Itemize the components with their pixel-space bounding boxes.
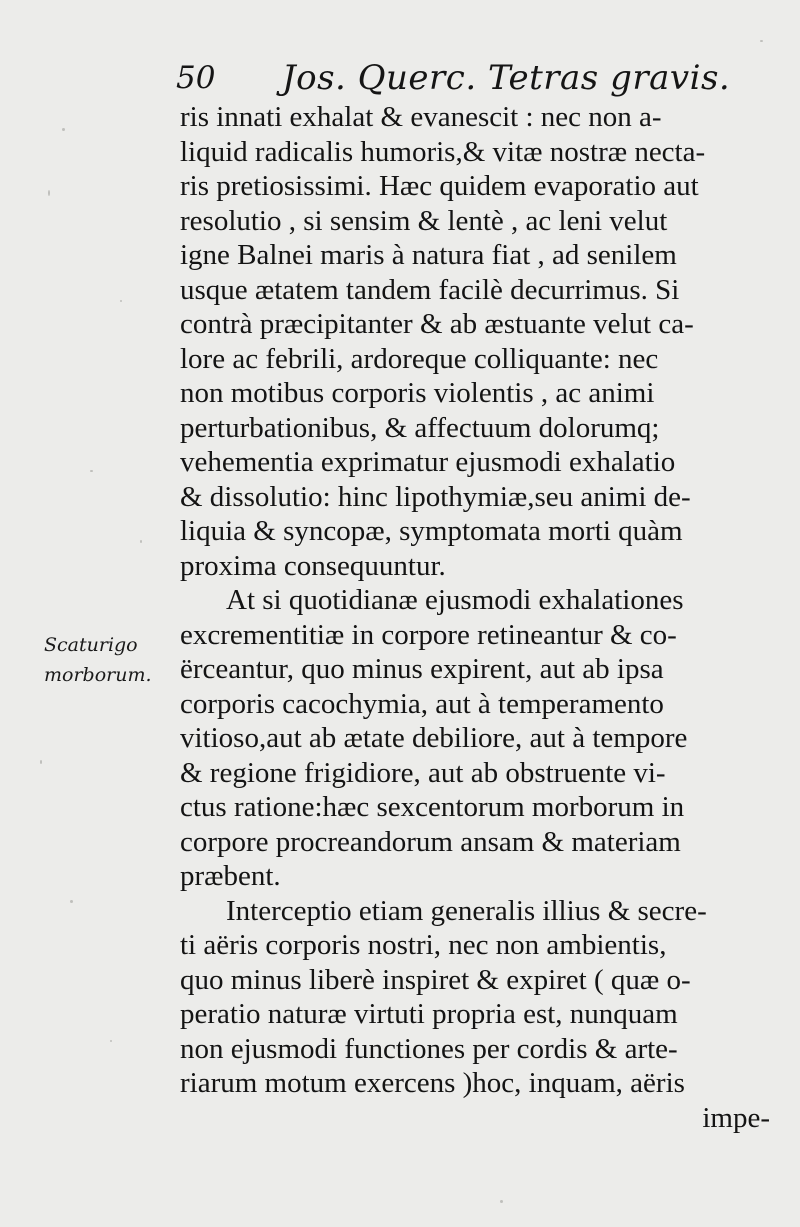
text-line: igne Balnei maris à natura fiat , ad senilem: [180, 239, 677, 271]
text-line: liquid radicalis humoris,& vitæ nostræ necta-: [180, 135, 706, 168]
running-head: Jos. Querc. Tetras gravis.: [282, 58, 731, 98]
text-line: riarum motum exercens )hoc, inquam, aëris: [180, 1067, 685, 1099]
text-line: ctus ratione:hæc sexcentorum morborum in: [180, 791, 685, 823]
text-line: liquia & syncopæ, symptomata morti quàm: [180, 515, 683, 547]
text-line: contrà præcipitanter & ab æstuante velut ca-: [180, 308, 694, 340]
text-line-indented: At si quotidianæ ejusmodi exhalationes: [226, 584, 684, 616]
text-line: corpore procreandorum ansam & materiam: [180, 825, 681, 858]
text-line: ti aëris corporis nostri, nec non ambientis,: [180, 929, 667, 961]
paper-speck: [90, 470, 93, 472]
paper-speck: [500, 1200, 503, 1203]
text-line: perturbationibus, & affectuum dolorumq;: [180, 411, 660, 444]
text-line: lore ac febrili, ardoreque colliquante: nec: [180, 342, 659, 375]
text-line: vitioso,aut ab ætate debiliore, aut à tempore: [180, 722, 688, 754]
text-line: & dissolutio: hinc lipothymiæ,seu animi de-: [180, 480, 691, 513]
text-line: præbent.: [180, 860, 281, 892]
text-line: usque ætatem tandem facilè decurrimus. Si: [180, 273, 680, 306]
paper-speck: [40, 760, 42, 764]
text-line: peratio naturæ virtuti propria est, nunquam: [180, 998, 678, 1030]
text-line: resolutio , si sensim & lentè , ac leni velut: [180, 204, 668, 237]
text-line: ris innati exhalat & evanescit : nec non a-: [180, 101, 662, 133]
text-line-indented: Interceptio etiam generalis illius & secre-: [226, 894, 707, 927]
paper-speck: [120, 300, 122, 302]
catchword: impe-: [702, 1101, 770, 1134]
text-line: corporis cacochymia, aut à temperamento: [180, 687, 664, 720]
marginal-note: [44, 630, 194, 690]
text-line: quo minus liberè inspiret & expiret ( quæ o-: [180, 963, 691, 996]
text-line: non motibus corporis violentis , ac animi: [180, 377, 655, 409]
paper-speck: [48, 190, 50, 196]
text-line: vehementia exprimatur ejusmodi exhalatio: [180, 446, 676, 478]
body-text: [180, 100, 770, 1135]
text-line: ërceantur, quo minus expirent, aut ab ipsa: [180, 653, 664, 685]
page-header: [0, 58, 800, 102]
marginal-note-line: morborum.: [44, 664, 152, 686]
text-line: ris pretiosissimi. Hæc quidem evaporatio aut: [180, 170, 699, 202]
paper-speck: [760, 40, 763, 42]
text-line: excrementitiæ in corpore retineantur & co-: [180, 618, 677, 651]
marginal-note-line: Scaturigo: [44, 634, 138, 656]
paper-speck: [70, 900, 73, 903]
text-line: proxima consequuntur.: [180, 549, 446, 582]
paper-speck: [140, 540, 142, 543]
page-number: 50: [176, 60, 216, 96]
paper-speck: [62, 128, 65, 131]
paper-speck: [110, 1040, 112, 1042]
text-line: & regione frigidiore, aut ab obstruente vi-: [180, 756, 666, 789]
text-line: non ejusmodi functiones per cordis & arte-: [180, 1032, 678, 1065]
